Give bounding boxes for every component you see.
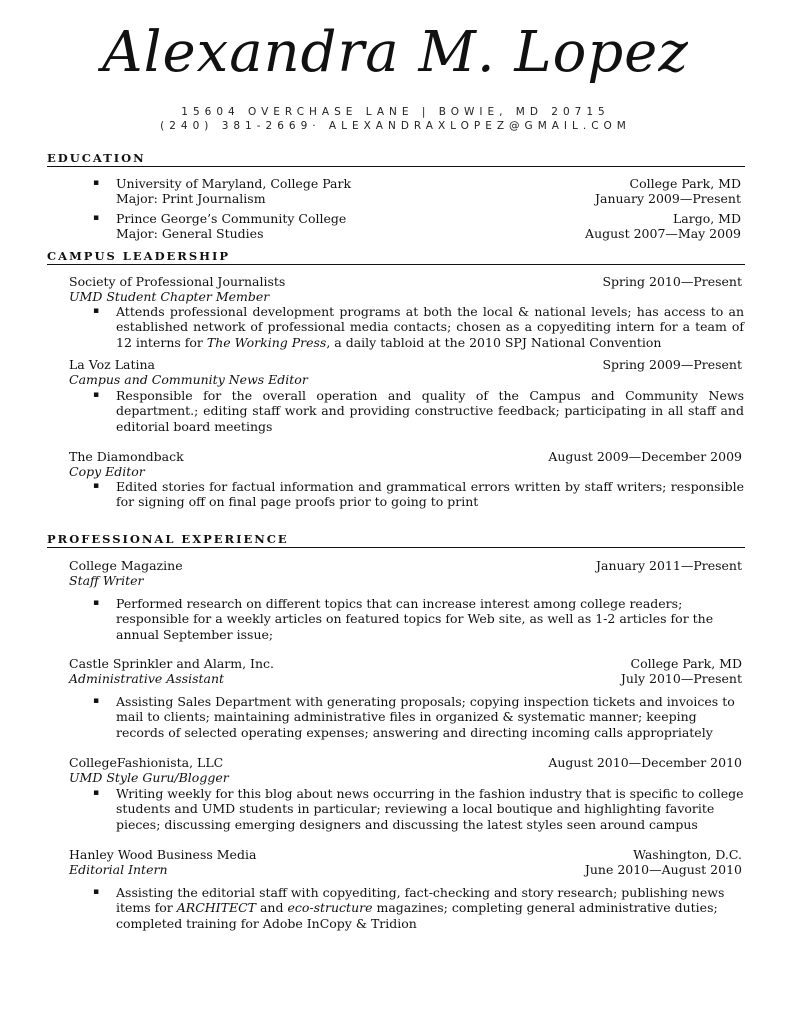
contact-address: 15604 OVERCHASE LANE | BOWIE, MD 20715 <box>181 106 610 118</box>
entry-role: Editorial Intern <box>69 862 168 877</box>
bullet-icon: ▪ <box>93 178 100 188</box>
entry-role: Campus and Community News Editor <box>69 372 308 387</box>
experience-entry-2-header <box>69 656 742 671</box>
entry-dates: January 2011—Present <box>595 558 742 573</box>
entry-dates: Spring 2009—Present <box>602 357 742 372</box>
entry-role: UMD Student Chapter Member <box>69 289 270 304</box>
org-name: Hanley Wood Business Media <box>69 847 257 862</box>
bullet-icon: ▪ <box>93 390 100 400</box>
bullet-icon: ▪ <box>93 213 100 223</box>
education-entry-2-detail <box>116 226 741 241</box>
candidate-name: Alexandra M. Lopez <box>102 20 689 85</box>
education-entry-2-header <box>116 211 741 226</box>
school-major: Major: Print Journalism <box>116 191 266 206</box>
org-name: CollegeFashionista, LLC <box>69 755 224 770</box>
org-name: College Magazine <box>69 558 183 573</box>
bullet-icon: ▪ <box>93 696 100 706</box>
entry-dates: August 2009—December 2009 <box>548 449 742 464</box>
description-text: Assisting the editorial staff with copyediting, fact-checking and story research; publishing news items for <box>116 885 725 916</box>
org-name: La Voz Latina <box>69 357 155 372</box>
leadership-entry-1-header <box>69 274 742 289</box>
experience-entry-1-header <box>69 558 742 573</box>
entry-role: Administrative Assistant <box>69 671 225 686</box>
entry-description <box>116 304 744 350</box>
entry-role: UMD Style Guru/Blogger <box>69 770 229 785</box>
entry-description: Edited stories for factual information and grammatical errors written by staff writers; responsible for signing off on final page proofs prior to going to print <box>116 479 744 510</box>
entry-description <box>116 885 726 931</box>
publication-title: ARCHITECT <box>176 900 256 916</box>
bullet-icon: ▪ <box>93 306 100 316</box>
education-entry-1-header <box>116 176 741 191</box>
description-text: and <box>255 900 288 916</box>
entry-description: Writing weekly for this blog about news occurring in the fashion industry that is specific to college students and UMD students in particular; reviewing a local boutique and highlighting favorite pieces; discussing emerging designers and discussing the latest styles seen around campus <box>116 786 744 832</box>
leadership-entry-3-header <box>69 449 742 464</box>
entry-location: College Park, MD <box>630 656 742 671</box>
experience-entry-4-header <box>69 847 742 862</box>
school-name: Prince George’s Community College <box>116 211 347 226</box>
school-major: Major: General Studies <box>116 226 264 241</box>
school-dates: August 2007—May 2009 <box>585 226 741 241</box>
experience-entry-3-header <box>69 755 742 770</box>
org-name: Society of Professional Journalists <box>69 274 286 289</box>
school-dates: January 2009—Present <box>594 191 741 206</box>
entry-description: Assisting Sales Department with generating proposals; copying inspection tickets and invoices to mail to clients; maintaining administrative files in organized & systematic manner; keeping records of selected operating expenses; answering and directing incoming calls appropriately <box>116 694 735 740</box>
description-text: , a daily tabloid at the 2010 SPJ National Convention <box>326 334 662 350</box>
section-title-professional-experience: PROFESSIONAL EXPERIENCE <box>47 532 745 548</box>
org-name: The Diamondback <box>69 449 184 464</box>
school-location: Largo, MD <box>672 211 741 226</box>
education-entry-1-detail <box>116 191 741 206</box>
experience-entry-4-subheader <box>69 862 742 877</box>
contact-phone-email: (240) 381-2669· ALEXANDRAXLOPEZ@GMAIL.COM <box>160 120 631 132</box>
leadership-entry-2-header <box>69 357 742 372</box>
section-title-campus-leadership: CAMPUS LEADERSHIP <box>47 249 745 265</box>
entry-role: Copy Editor <box>69 464 145 479</box>
description-text: Attends professional development programs at both the local & national levels; has access to an established network of professional media contacts; chosen as a copyediting intern for a team of 12 interns for <box>116 304 744 350</box>
section-title-education: EDUCATION <box>47 151 745 167</box>
entry-role: Staff Writer <box>69 573 144 588</box>
bullet-icon: ▪ <box>93 481 100 491</box>
org-name: Castle Sprinkler and Alarm, Inc. <box>69 656 275 671</box>
bullet-icon: ▪ <box>93 788 100 798</box>
entry-dates: July 2010—Present <box>620 671 742 686</box>
bullet-icon: ▪ <box>93 887 100 897</box>
publication-title: The Working Press <box>206 334 327 350</box>
school-name: University of Maryland, College Park <box>116 176 352 191</box>
entry-description: Responsible for the overall operation and quality of the Campus and Community News department.; editing staff work and providing constructive feedback; participating in all staff and editorial board meetings <box>116 388 744 434</box>
experience-entry-2-subheader <box>69 671 742 686</box>
entry-dates: Spring 2010—Present <box>602 274 742 289</box>
entry-dates: June 2010—August 2010 <box>584 862 742 877</box>
bullet-icon: ▪ <box>93 598 100 608</box>
publication-title: eco-structure <box>287 900 373 916</box>
entry-dates: August 2010—December 2010 <box>548 755 742 770</box>
description-text: magazines; completing general administrative duties; completed training for Adobe InCopy & Tridion <box>116 900 718 931</box>
entry-description: Performed research on different topics that can increase interest among college readers; responsible for a weekly articles on featured topics for Web site, as well as 1-2 articles for the annual September issue; <box>116 596 714 642</box>
school-location: College Park, MD <box>629 176 741 191</box>
entry-location: Washington, D.C. <box>633 847 742 862</box>
